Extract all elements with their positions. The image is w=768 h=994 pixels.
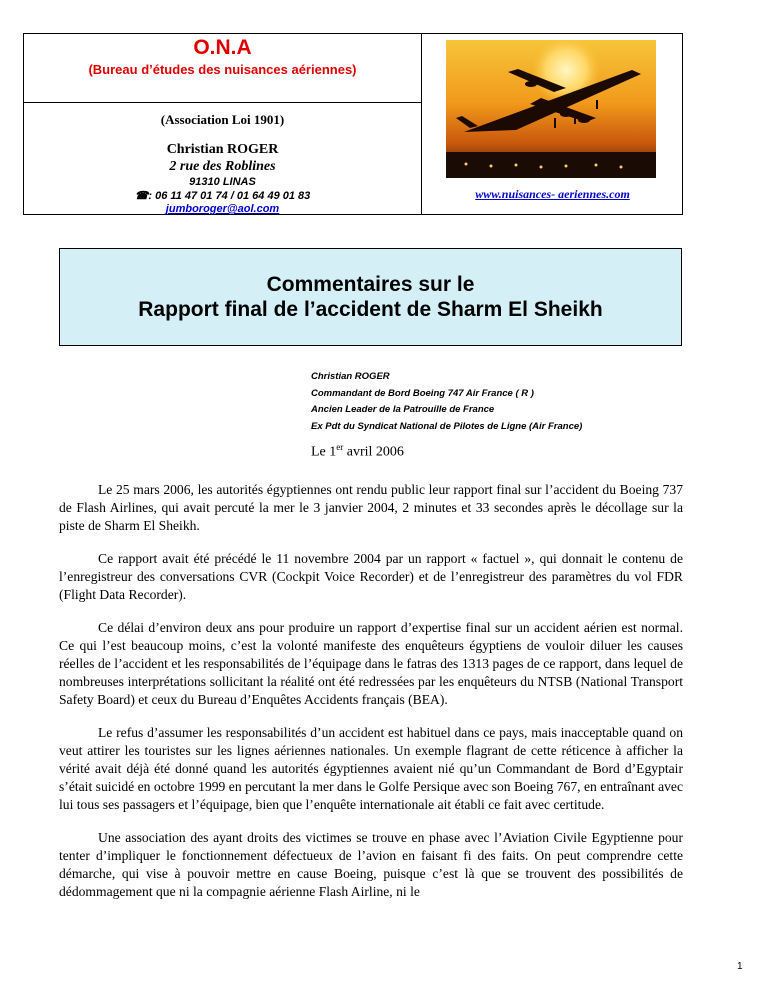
contact-block	[24, 103, 421, 214]
body-paragraph: Une association des ayant droits des victimes se trouve en phase avec l’Aviation Civile Egyptienne pour tenter d’impliquer le fonctionnement défectueux de l’avion en faisant fi des faits. On peut comprendre cette démarche, qui vise à pouvoir mettre en cause Boeing, puisque c’est là que se trouvent des possibilités de dédommagement que ni la compagnie aérienne Flash Airline, ni le	[59, 830, 683, 899]
body-paragraph: Ce rapport avait été précédé le 11 novembre 2004 par un rapport « factuel », qui donnait le contenu de l’enregistreur des conversations CVR (Cockpit Voice Recorder) et de l’enregistreur des paramètres du vol FDR (Flight Data Recorder).	[59, 551, 683, 602]
author-block	[311, 369, 731, 435]
letterhead-right-column	[422, 34, 683, 214]
document-body	[59, 481, 683, 916]
body-paragraph: Le refus d’assumer les responsabilités d’un accident est habituel dans ce pays, mais inacceptable quand on veut attirer les touristes sur les lignes aériennes nationales. Un exemple flagrant de cette réticence à afficher la vérité avait déjà été donné quand les autorités égyptiennes avaient nié qu’un Commandant de Bord d’Egyptair s’était suicidé en octobre 1999 en percutant la mer dans le Golfe Persique avec son Boeing 767, en entraînant avec lui tous ses passagers et l’équipage, bien que l’enquête internationale ait établi ce fait avec certitude.	[59, 725, 683, 812]
date-suffix: avril 2006	[343, 444, 404, 460]
author-role: Ancien Leader de la Patrouille de France	[311, 404, 495, 415]
document-date	[311, 442, 404, 461]
contact-street: 2 rue des Roblines	[169, 159, 276, 174]
document-title-box	[59, 248, 682, 346]
body-paragraph: Ce délai d’environ deux ans pour produire un rapport d’expertise final sur un accident aérien est normal. Ce qui l’est beaucoup moins, c’est la volonté manifeste des enquêteurs égyptiens de vouloir diluer les causes réelles de l’accident et les responsabilités de l’équipage dans le fatras des 1313 pages de ce rapport, dans lequel de nombreuses interprétations sollicitant la réalité ont été redressées par les enquêteurs du NTSB (National Transport Safety Board) et ceux du Bureau d’Enquêtes Accidents français (BEA).	[59, 620, 683, 707]
contact-city: 91310 LINAS	[189, 176, 256, 188]
document-title-line-1: Commentaires sur le	[266, 273, 475, 296]
date-prefix: Le 1	[311, 444, 337, 460]
association-status: (Association Loi 1901)	[160, 112, 285, 127]
body-paragraph: Le 25 mars 2006, les autorités égyptiennes ont rendu public leur rapport final sur l’accident du Boeing 737 de Flash Airlines, qui avait percuté la mer le 3 janvier 2004, 2 minutes et 33 secondes après le décollage sur la piste de Sharm El Sheikh.	[59, 482, 683, 533]
author-name: Christian ROGER	[311, 371, 390, 382]
letterhead-left-column	[24, 34, 422, 214]
contact-email-link[interactable]: jumboroger@aol.com	[165, 203, 280, 215]
date-superscript: er	[336, 442, 344, 452]
contact-phone: ☎: 06 11 47 01 74 / 01 64 49 01 83	[134, 190, 311, 202]
page-number: 1	[737, 961, 743, 972]
letterhead-table	[23, 33, 683, 215]
organization-block	[24, 34, 421, 103]
document-title-line-2: Rapport final de l’accident de Sharm El Sheikh	[138, 298, 603, 321]
website-link[interactable]: www.nuisances- aeriennes.com	[475, 187, 630, 201]
author-role: Commandant de Bord Boeing 747 Air France ( R )	[311, 387, 534, 399]
contact-name: Christian ROGER	[166, 142, 279, 157]
author-role: Ex Pdt du Syndicat National de Pilotes de Ligne (Air France)	[311, 420, 583, 432]
airplane-sunset-photo	[446, 40, 656, 178]
organization-acronym: O.N.A	[193, 36, 252, 59]
organization-full-name: (Bureau d’études des nuisances aériennes)	[88, 62, 357, 77]
airplane-sunset-illustration	[446, 40, 656, 178]
